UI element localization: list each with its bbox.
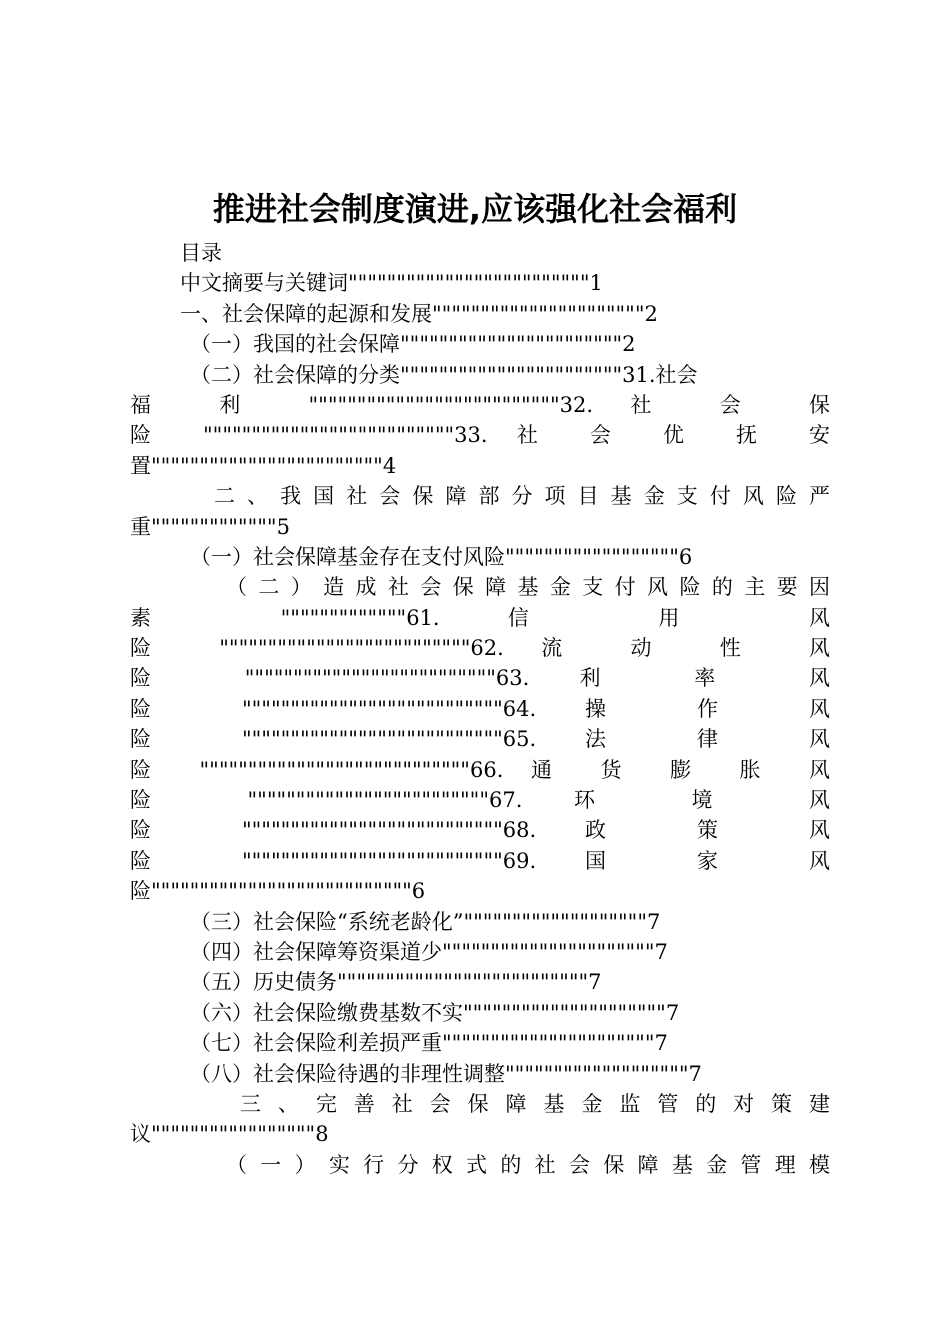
toc-line: （三）社会保险“系统老龄化”"""""""""""""""""""7 — [190, 909, 661, 934]
toc-line: 素 """""""""""""61. 信 用 风 — [130, 605, 830, 630]
toc-line: 中文摘要与关键词"""""""""""""""""""""""""1 — [180, 271, 603, 296]
toc-line: （八）社会保险待遇的非理性调整"""""""""""""""""""7 — [190, 1061, 702, 1086]
toc-line: 议"""""""""""""""""8 — [130, 1122, 329, 1147]
toc-line: 二 、 我 国 社 会 保 障 部 分 项 目 基 金 支 付 风 险 严 — [214, 484, 830, 509]
toc-line: 险 """""""""""""""""""""""""""69. 国 家 风 — [130, 848, 830, 873]
toc-line: （四）社会保障筹资渠道少""""""""""""""""""""""7 — [190, 939, 668, 964]
toc-line: （一）我国的社会保障"""""""""""""""""""""""2 — [190, 332, 636, 357]
toc-line: 三 、 完 善 社 会 保 障 基 金 监 管 的 对 策 建 — [240, 1091, 830, 1116]
toc-line: 险 """""""""""""""""""""""""""64. 操 作 风 — [130, 696, 830, 721]
toc-line: （一）社会保障基金存在支付风险""""""""""""""""""6 — [190, 544, 693, 569]
toc-line: 险"""""""""""""""""""""""""""6 — [130, 879, 426, 904]
toc-line: 一、社会保障的起源和发展""""""""""""""""""""""2 — [180, 301, 658, 326]
toc-line: 置""""""""""""""""""""""""4 — [130, 453, 397, 478]
toc-line: 险 """"""""""""""""""""""""""""66. 通 货 膨 胀 风 — [130, 757, 830, 782]
toc-line: 险 """""""""""""""""""""""""""65. 法 律 风 — [130, 727, 830, 752]
toc-heading: 目录 — [180, 241, 222, 265]
toc-line: 福 利 """"""""""""""""""""""""""32. 社 会 保 — [130, 392, 830, 417]
table-of-contents — [130, 238, 830, 1180]
toc-line: （五）历史债务""""""""""""""""""""""""""7 — [190, 970, 602, 995]
toc-line: 险 """"""""""""""""""""""""""33. 社 会 优 抚 安 — [130, 423, 830, 448]
toc-line: （二）社会保障的分类"""""""""""""""""""""""31.社会 — [190, 362, 698, 387]
toc-line: 险 """"""""""""""""""""""""""62. 流 动 性 风 — [130, 636, 830, 661]
toc-line: （ 一 ） 实 行 分 权 式 的 社 会 保 障 基 金 管 理 模 — [226, 1152, 830, 1177]
document-title: 推进社会制度演进,应该强化社会福利 — [212, 190, 738, 228]
toc-line: 险 """"""""""""""""""""""""""63. 利 率 风 — [130, 666, 830, 691]
toc-line: 险 """""""""""""""""""""""""""68. 政 策 风 — [130, 818, 830, 843]
toc-line: （ 二 ） 造 成 社 会 保 障 基 金 支 付 风 险 的 主 要 因 — [226, 575, 830, 600]
toc-line: 险 """""""""""""""""""""""""67. 环 境 风 — [130, 788, 830, 813]
toc-line: 重"""""""""""""5 — [130, 514, 290, 539]
toc-line: （六）社会保险缴费基数不实"""""""""""""""""""""7 — [190, 1000, 680, 1025]
toc-line: （七）社会保险利差损严重""""""""""""""""""""""7 — [190, 1031, 668, 1056]
